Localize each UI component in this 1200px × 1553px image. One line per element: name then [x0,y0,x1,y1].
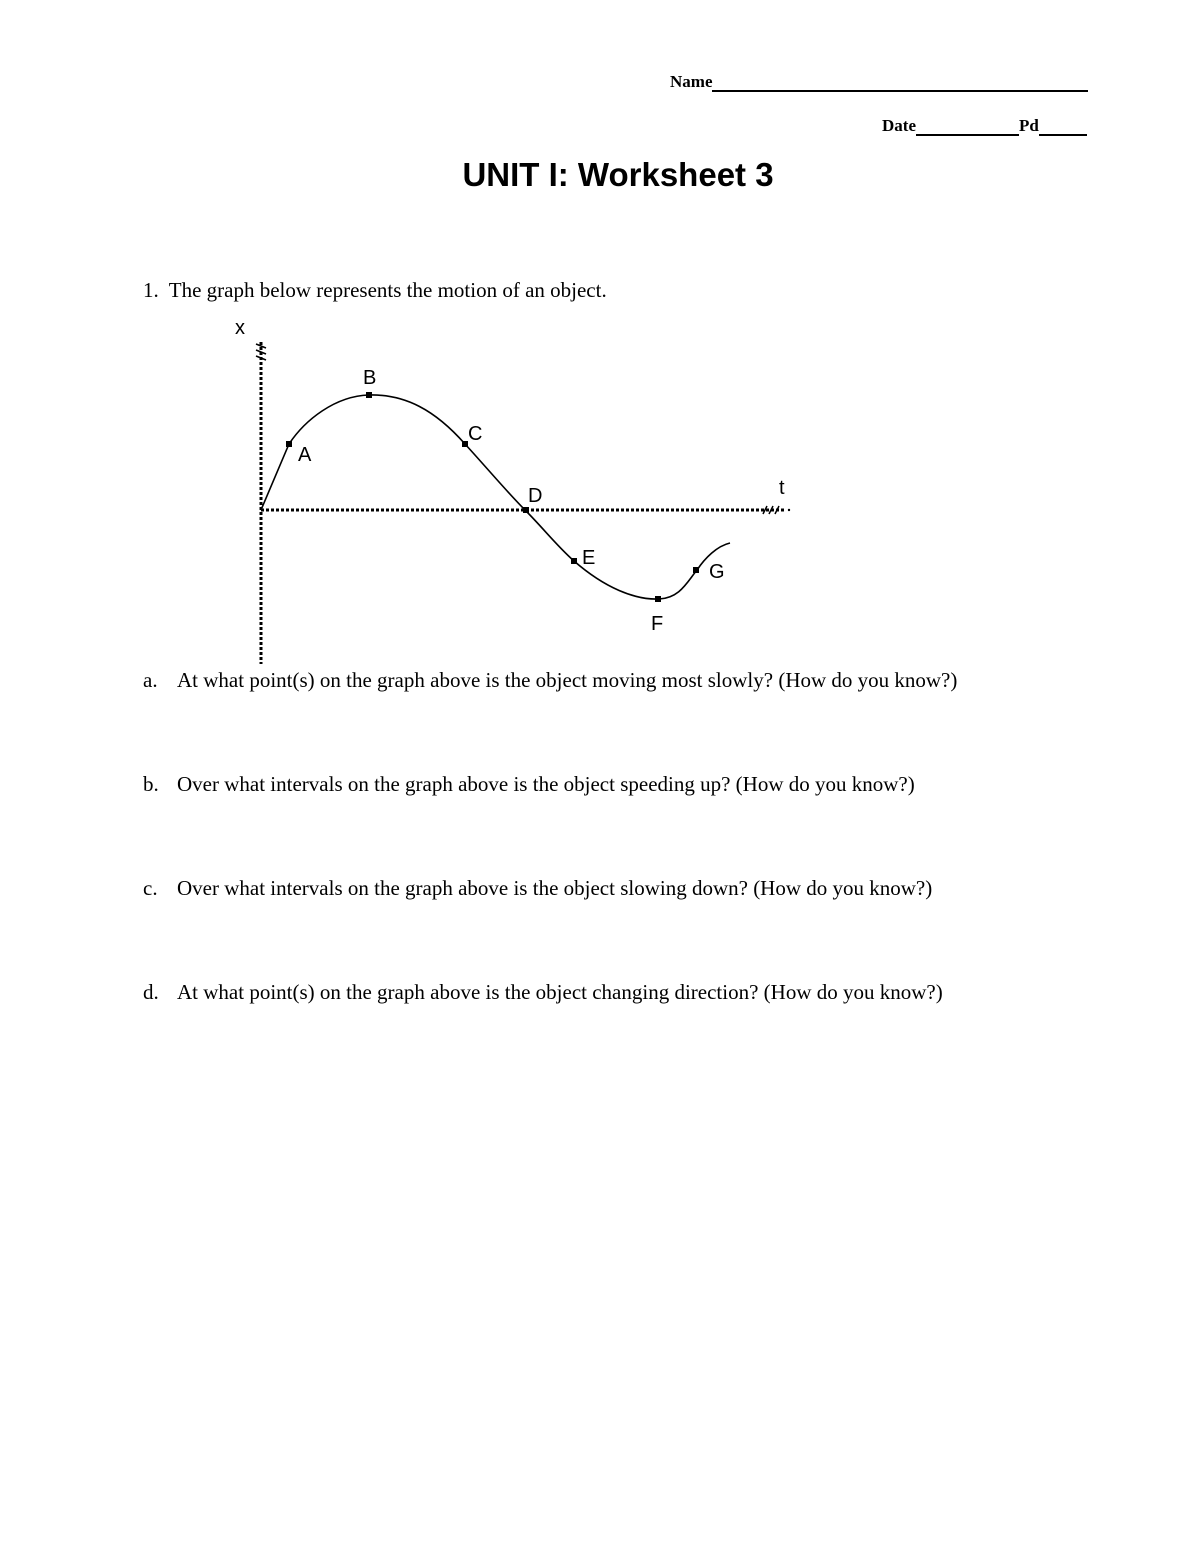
subquestion-c [143,876,932,901]
subquestion-d [143,980,943,1005]
name-field [670,72,1088,92]
subquestion-b [143,772,915,797]
position-time-graph [225,310,805,670]
period-blank-line[interactable] [1039,116,1087,136]
question-text: The graph below represents the motion of an object. [168,278,607,302]
point-a-label: A [298,444,312,466]
point-f-marker [655,596,661,602]
motion-curve [261,395,730,599]
name-label: Name [670,72,713,91]
point-d-marker [523,507,529,513]
subquestion-letter: a. [143,668,158,692]
subquestion-text: At what point(s) on the graph above is the object changing direction? (How do you know?) [177,980,943,1004]
subquestion-text: Over what intervals on the graph above is the object speeding up? (How do you know?) [177,772,915,796]
x-axis-label: t [779,477,785,499]
point-c-label: C [468,423,483,445]
period-label: Pd [1018,116,1039,135]
point-a-marker [286,441,292,447]
subquestion-a [143,668,957,693]
point-g-label: G [709,561,725,583]
point-d-label: D [528,485,543,507]
question-1 [143,278,607,303]
page-title: UNIT I: Worksheet 3 [462,156,774,193]
point-e-marker [571,558,577,564]
subquestion-letter: b. [143,772,159,796]
point-e-label: E [582,547,596,569]
point-g-marker [693,567,699,573]
point-f-label: F [651,613,664,635]
y-axis-label: x [235,317,245,339]
date-period-field [882,116,1087,136]
point-b-label: B [363,367,377,389]
question-number: 1. [143,278,159,302]
subquestion-text: At what point(s) on the graph above is the object moving most slowly? (How do you know?) [177,668,958,692]
point-b-marker [366,392,372,398]
subquestion-letter: d. [143,980,159,1004]
subquestion-text: Over what intervals on the graph above is the object slowing down? (How do you know?) [177,876,933,900]
date-blank-line[interactable] [916,116,1019,136]
date-label: Date [882,116,916,135]
subquestion-letter: c. [143,876,158,900]
name-blank-line[interactable] [712,72,1088,92]
